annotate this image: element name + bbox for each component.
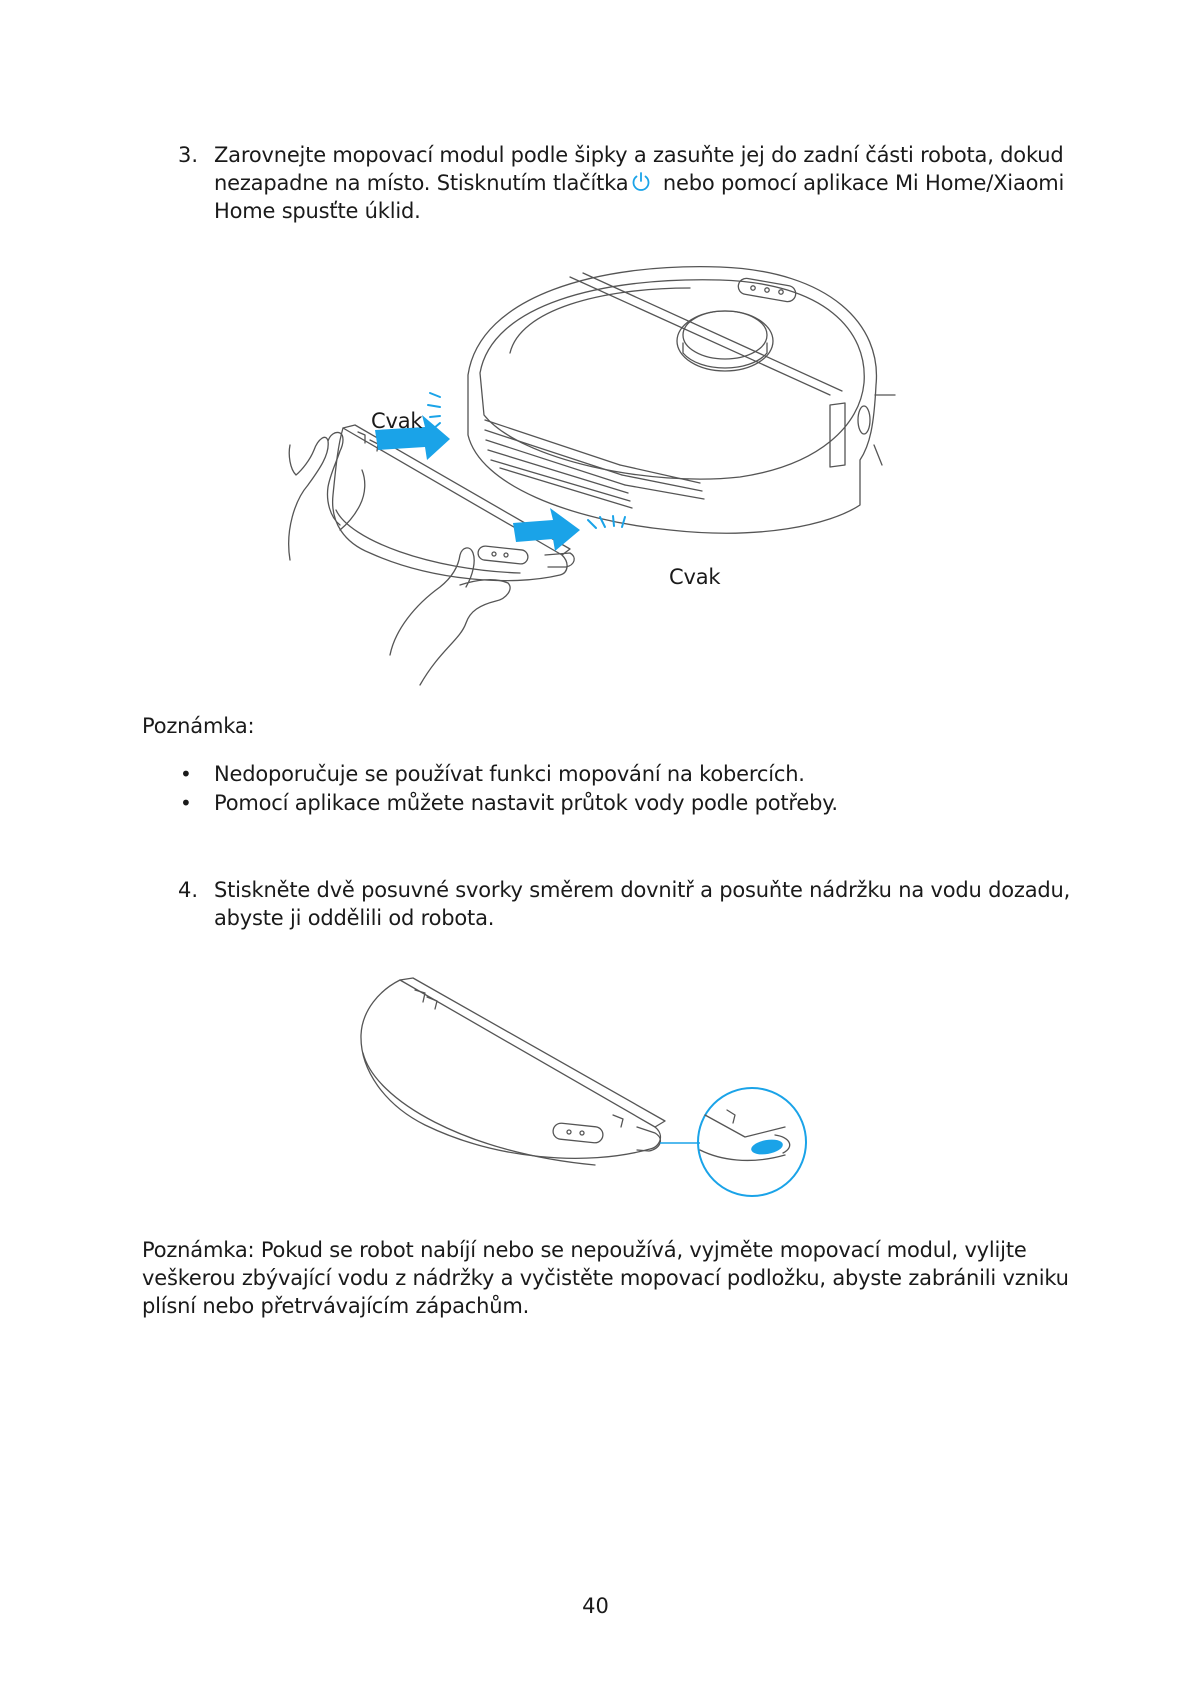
click-label-bottom: Cvak	[669, 565, 721, 589]
note1-title: Poznámka:	[142, 714, 255, 738]
step4-line1: Stiskněte dvě posuvné svorky směrem dovnitř a posuňte nádržku na vodu dozadu,	[214, 878, 1071, 902]
step3-line1: Zarovnejte mopovací modul podle šipky a zasuňte jej do zadní části robota, dokud	[214, 143, 1064, 167]
note2-line3: plísní nebo přetrvávajícím zápachům.	[142, 1294, 530, 1318]
mop-module	[333, 428, 567, 581]
note1-bullet-dot-2: •	[180, 791, 192, 815]
mop-module-slider	[552, 1122, 603, 1143]
note1-bullet-1: Nedoporučuje se používat funkci mopování na kobercích.	[214, 762, 805, 786]
step4-line2: abyste ji oddělili od robota.	[214, 906, 495, 930]
note2-line2: veškerou zbývající vodu z nádržky a vyčistěte mopovací podložku, abyste zabránili vzniku	[142, 1266, 1069, 1290]
mop-module-body	[361, 980, 660, 1158]
note1-bullet-2: Pomocí aplikace můžete nastavit průtok vody podle potřeby.	[214, 791, 838, 815]
page-number: 40	[582, 1594, 609, 1618]
step3-number: 3.	[178, 143, 199, 167]
clip-highlight	[750, 1137, 784, 1156]
clip-detail-circle	[698, 1088, 806, 1196]
note1-bullet-dot-1: •	[180, 762, 192, 786]
power-icon	[630, 171, 652, 193]
note2-line1: Poznámka: Pokud se robot nabíjí nebo se nepoužívá, vyjměte mopovací modul, vylijte	[142, 1238, 1027, 1262]
step3-line2a: nezapadne na místo. Stisknutím tlačítka	[214, 171, 629, 195]
step3-line2	[214, 169, 1064, 197]
figure-robot-mop-insert	[270, 255, 900, 695]
figure-mop-module-clip	[355, 975, 815, 1205]
step4-number: 4.	[178, 878, 199, 902]
robot-vents	[485, 420, 704, 508]
click-label-top: Cvak	[371, 409, 423, 433]
step3-line2b: nebo pomocí aplikace Mi Home/Xiaomi	[656, 171, 1065, 195]
step3-line3: Home spusťte úklid.	[214, 199, 421, 223]
